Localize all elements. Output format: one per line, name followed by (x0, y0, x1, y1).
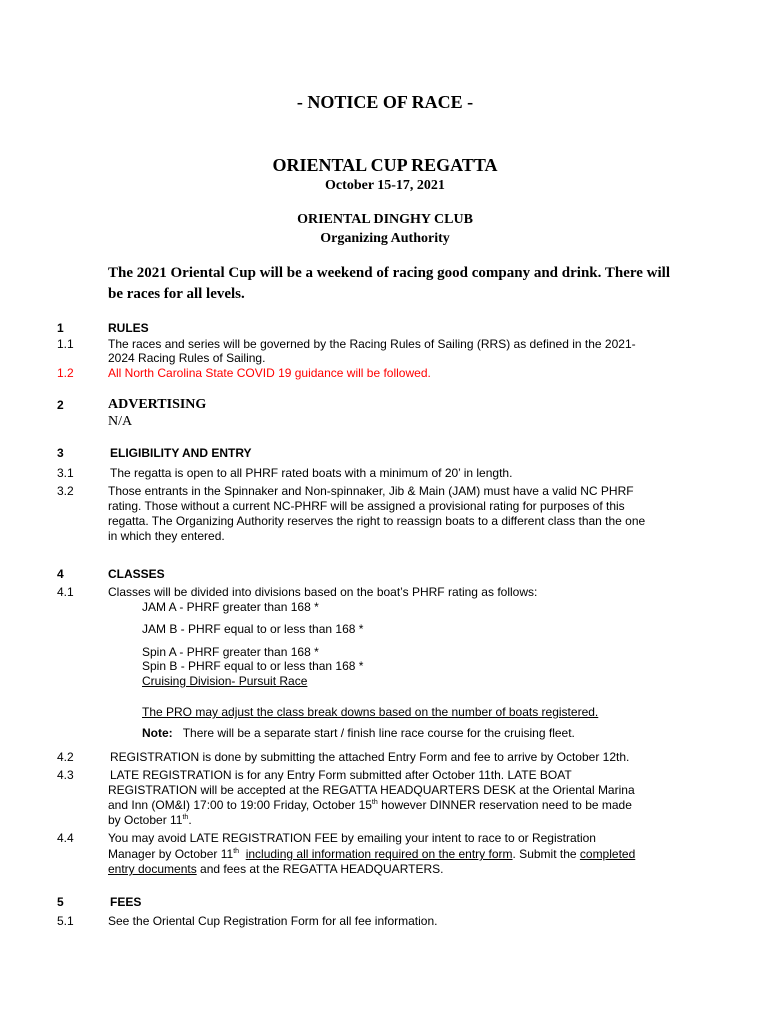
class-jam-a: JAM A - PHRF greater than 168 * (142, 600, 319, 614)
clause-number: 5.1 (57, 914, 74, 928)
event-title: ORIENTAL CUP REGATTA (272, 155, 498, 175)
class-cruising: Cruising Division- Pursuit Race (142, 674, 308, 688)
clause-text: regatta. The Organizing Authority reserves the right to reassign boats to a different class than the one (108, 514, 646, 528)
section-number: 4 (57, 567, 64, 581)
organizing-authority: Organizing Authority (320, 231, 450, 246)
clause-text: Classes will be divided into divisions based on the boat’s PHRF rating as follows: (108, 585, 538, 599)
pro-note: The PRO may adjust the class break downs based on the number of boats registered. (142, 705, 599, 719)
intro-line-1: The 2021 Oriental Cup will be a weekend of racing good company and drink. There will (108, 265, 670, 281)
advertising-text: N/A (108, 414, 133, 429)
clause-number: 1.2 (57, 366, 74, 380)
clause-number: 3.1 (57, 466, 74, 480)
class-jam-b: JAM B - PHRF equal to or less than 168 * (142, 622, 364, 636)
class-spin-a: Spin A - PHRF greater than 168 * (142, 645, 319, 659)
clause-number: 4.1 (57, 585, 74, 599)
clause-text: LATE REGISTRATION is for any Entry Form submitted after October 11th. LATE BOAT (110, 768, 572, 782)
event-dates: October 15-17, 2021 (325, 178, 445, 193)
section-number: 3 (57, 446, 64, 460)
intro-line-2: be races for all levels. (108, 286, 245, 302)
clause-text: The regatta is open to all PHRF rated boats with a minimum of 20’ in length. (110, 466, 513, 480)
section-number: 1 (57, 321, 64, 335)
section-number: 5 (57, 895, 64, 909)
clause-number: 3.2 (57, 484, 74, 498)
notice-title: - NOTICE OF RACE - (296, 92, 474, 112)
class-spin-b: Spin B - PHRF equal to or less than 168 * (142, 659, 364, 673)
section-number: 2 (57, 398, 64, 412)
clause-text: entry documents and fees at the REGATTA HEADQUARTERS. (108, 862, 444, 876)
clause-number: 4.4 (57, 831, 74, 845)
covid-guidance-text: All North Carolina State COVID 19 guidance will be followed. (108, 366, 431, 380)
clause-number: 4.2 (57, 750, 74, 764)
clause-text: You may avoid LATE REGISTRATION FEE by emailing your intent to race to or Registration (108, 831, 596, 845)
clause-text: and Inn (OM&I) 17:00 to 19:00 Friday, October 15th however DINNER reservation need to be made (108, 798, 632, 812)
section-title: ELIGIBILITY AND ENTRY (110, 446, 252, 460)
note-text: There will be a separate start / finish line race course for the cruising fleet. (182, 726, 575, 740)
section-title: FEES (110, 895, 142, 909)
clause-text: Manager by October 11th including all information required on the entry form. Submit the completed (108, 847, 636, 861)
clause-text: REGISTRATION is done by submitting the attached Entry Form and fee to arrive by October 12th. (110, 750, 630, 764)
section-title: ADVERTISING (108, 397, 207, 412)
section-title: RULES (108, 321, 149, 335)
clause-text: Those entrants in the Spinnaker and Non-spinnaker, Jib & Main (JAM) must have a valid NC PHRF (108, 484, 634, 498)
cruising-note (142, 726, 575, 740)
clause-text: The races and series will be governed by the Racing Rules of Sailing (RRS) as defined in the 2021- (108, 337, 636, 351)
clause-text: REGISTRATION will be accepted at the REGATTA HEADQUARTERS DESK at the Oriental Marina (108, 783, 635, 797)
note-label: Note: (142, 726, 173, 740)
clause-text: by October 11th. (108, 813, 192, 827)
section-title: CLASSES (108, 567, 165, 581)
club-name: ORIENTAL DINGHY CLUB (297, 212, 473, 227)
clause-number: 4.3 (57, 768, 74, 782)
clause-text: rating. Those without a current NC-PHRF will be assigned a provisional rating for purposes of this (108, 499, 625, 513)
clause-text: 2024 Racing Rules of Sailing. (108, 351, 266, 365)
clause-text: See the Oriental Cup Registration Form for all fee information. (108, 914, 438, 928)
clause-text: in which they entered. (108, 529, 225, 543)
clause-number: 1.1 (57, 337, 74, 351)
